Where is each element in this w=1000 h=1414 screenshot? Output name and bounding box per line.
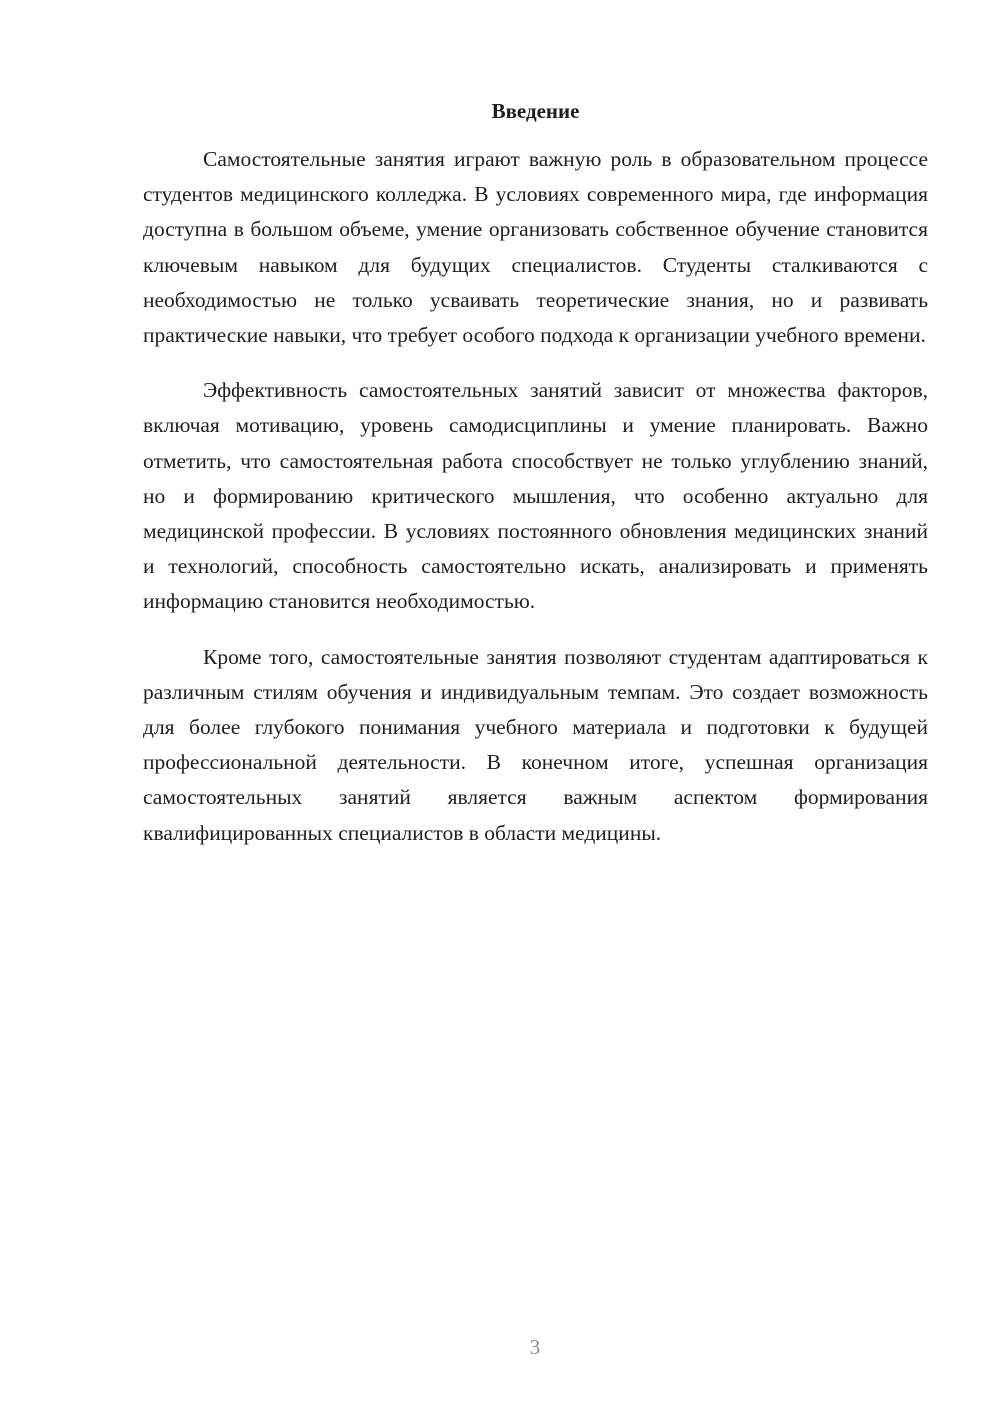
paragraph-2: Эффективность самостоятельных занятий зависит от множества факторов, включая мотивацию, уровень самодисциплины и умение планировать. Важно отметить, что самостоятельная работа способствует не только углублению знаний, но и формированию критического мышления, что особенно актуально для медицинской профессии. В условиях постоянного обновления медицинских знаний и технологий, способность самостоятельно искать, анализировать и применять информацию становится необходимостью. — [143, 378, 928, 614]
paragraph-3: Кроме того, самостоятельные занятия позволяют студентам адаптироваться к различным стилям обучения и индивидуальным темпам. Это создает возможность для более глубокого понимания учебного материала и подготовки к будущей профессиональной деятельности. В конечном итоге, успешная организация самостоятельных занятий является важным аспектом формирования квалифицированных специалистов в области медицины. — [143, 644, 928, 845]
paragraph-1: Самостоятельные занятия играют важную роль в образовательном процессе студентов медицинского колледжа. В условиях современного мира, где информация доступна в большом объеме, умение организовать собственное обучение становится ключевым навыком для будущих специалистов. Студенты сталкиваются с необходимостью не только усваивать теоретические знания, но и развивать практические навыки, что требует особого подхода к организации учебного времени. — [143, 147, 928, 348]
document-body — [143, 142, 928, 871]
section-title: Введение — [491, 99, 580, 123]
page-number: 3 — [529, 1335, 541, 1359]
